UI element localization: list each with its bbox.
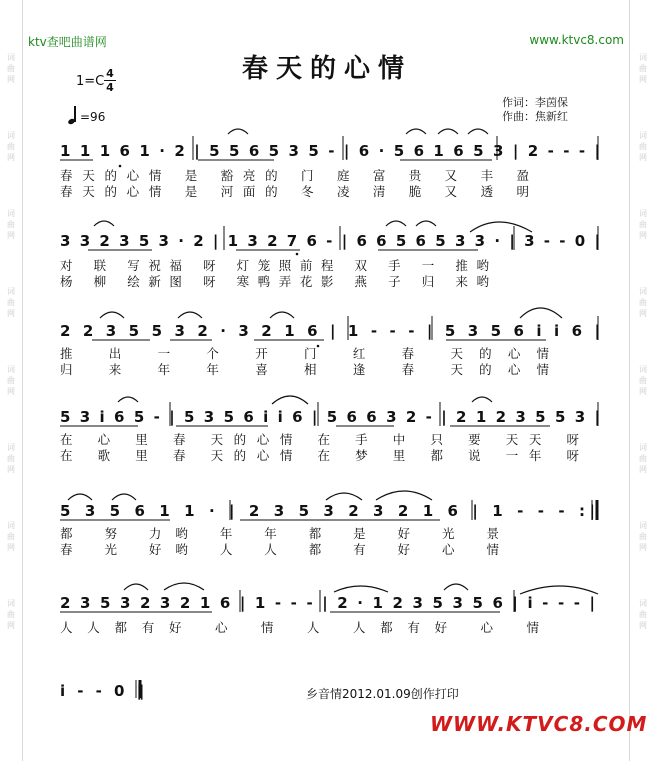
left-margin-watermark: 词 曲 网 词 曲 网 词 曲 网 词 曲 网 词 曲 网 词 曲 网 词 曲 网 词 曲 网	[7, 53, 15, 630]
lyrics-row-2-verse-1: 对 联 写祝福 呀 灯笼照前程 双 手 一 推哟	[60, 258, 490, 273]
composer: 作曲：焦新红	[502, 110, 568, 123]
lyrics-row-1-verse-1: 春天的心情 是 豁亮的 门 庭 富 贵 又 丰 盈	[60, 168, 530, 183]
right-margin-watermark: 词 曲 网 词 曲 网 词 曲 网 词 曲 网 词 曲 网 词 曲 网 词 曲 网 词 曲 网	[639, 53, 647, 630]
notation-row-2: 3 3 2 3 5 3 · 2 | 1 3 2 7 6 - | 6 6 5 6 5 3 3 · | 3 - - 0 |	[60, 232, 600, 250]
lyrics-row-6: 人人都有好 心 情 人 人都有好 心 情	[60, 620, 540, 635]
site-name-left: ktv查吧曲谱网	[28, 35, 107, 49]
lyrics-row-5-verse-1: 都 努 力哟 年 年 都 是 好 光 景	[60, 526, 501, 541]
song-title: 春天的心情	[241, 54, 412, 84]
lyrics-row-4-verse-2: 在 歌 里 春 天的心情 在 梦 里 都 说 一年 呀	[60, 448, 580, 463]
lyrics-row-2-verse-2: 杨 柳 绘新图 呀 寒鸭弄花影 燕 子 归 来哟	[60, 274, 490, 289]
notation-row-5: 5 3 5 6 1 1 · | 2 3 5 3 2 3 2 1 6 | 1 - - - :|	[60, 502, 595, 520]
lyricist: 作词：李茵保	[502, 96, 568, 109]
notation-row-6: 2 3 5 3 2 3 2 1 6 | 1 - - - | 2 · 1 2 3 5 3 5 6 | i - - - |	[60, 594, 595, 612]
lyrics-row-1-verse-2: 春天的心情 是 河面的 冬 凌 清 脆 又 透 明	[60, 184, 530, 199]
key-signature: 1=C	[76, 74, 105, 89]
site-watermark: WWW.KTVC8.COM	[430, 712, 648, 736]
notation-row-1: 1 1 1 6 1 · 2 | 5 5 6 5 3 5 - | 6 · 5 6 1 6 5 3 | 2 - - - |	[60, 142, 600, 160]
time-signature: 4 4	[104, 68, 116, 93]
lyrics-row-4-verse-1: 在 心 里 春 天的心情 在 手 中 只 要 天天 呀	[60, 432, 580, 447]
lyrics-row-3-verse-2: 归 来 年 年 喜 相 逢 春 天的心情	[60, 362, 550, 377]
notation-row-7: i - - 0 ‖	[60, 682, 144, 700]
lyrics-row-5-verse-2: 春 光 好哟 人 人 都 有 好 心 情	[60, 542, 501, 557]
lyrics-row-3-verse-1: 推 出 一 个 开 门 红 春 天的心情	[60, 346, 550, 361]
site-url-right: www.ktvc8.com	[529, 33, 624, 47]
notation-row-3: 2 2 3 5 5 3 2 · 3 2 1 6 | 1 - - - | 5 3 5 6 i i 6 |	[60, 322, 601, 340]
notation-row-4: 5 3 i 6 5 - | 5 3 5 6 i i 6 | 5 6 6 3 2 - | 2 1 2 3 5 5 3 |	[60, 408, 600, 426]
tempo-marking: =96	[68, 106, 105, 124]
print-credit: 乡音情2012.01.09创作打印	[306, 687, 459, 701]
